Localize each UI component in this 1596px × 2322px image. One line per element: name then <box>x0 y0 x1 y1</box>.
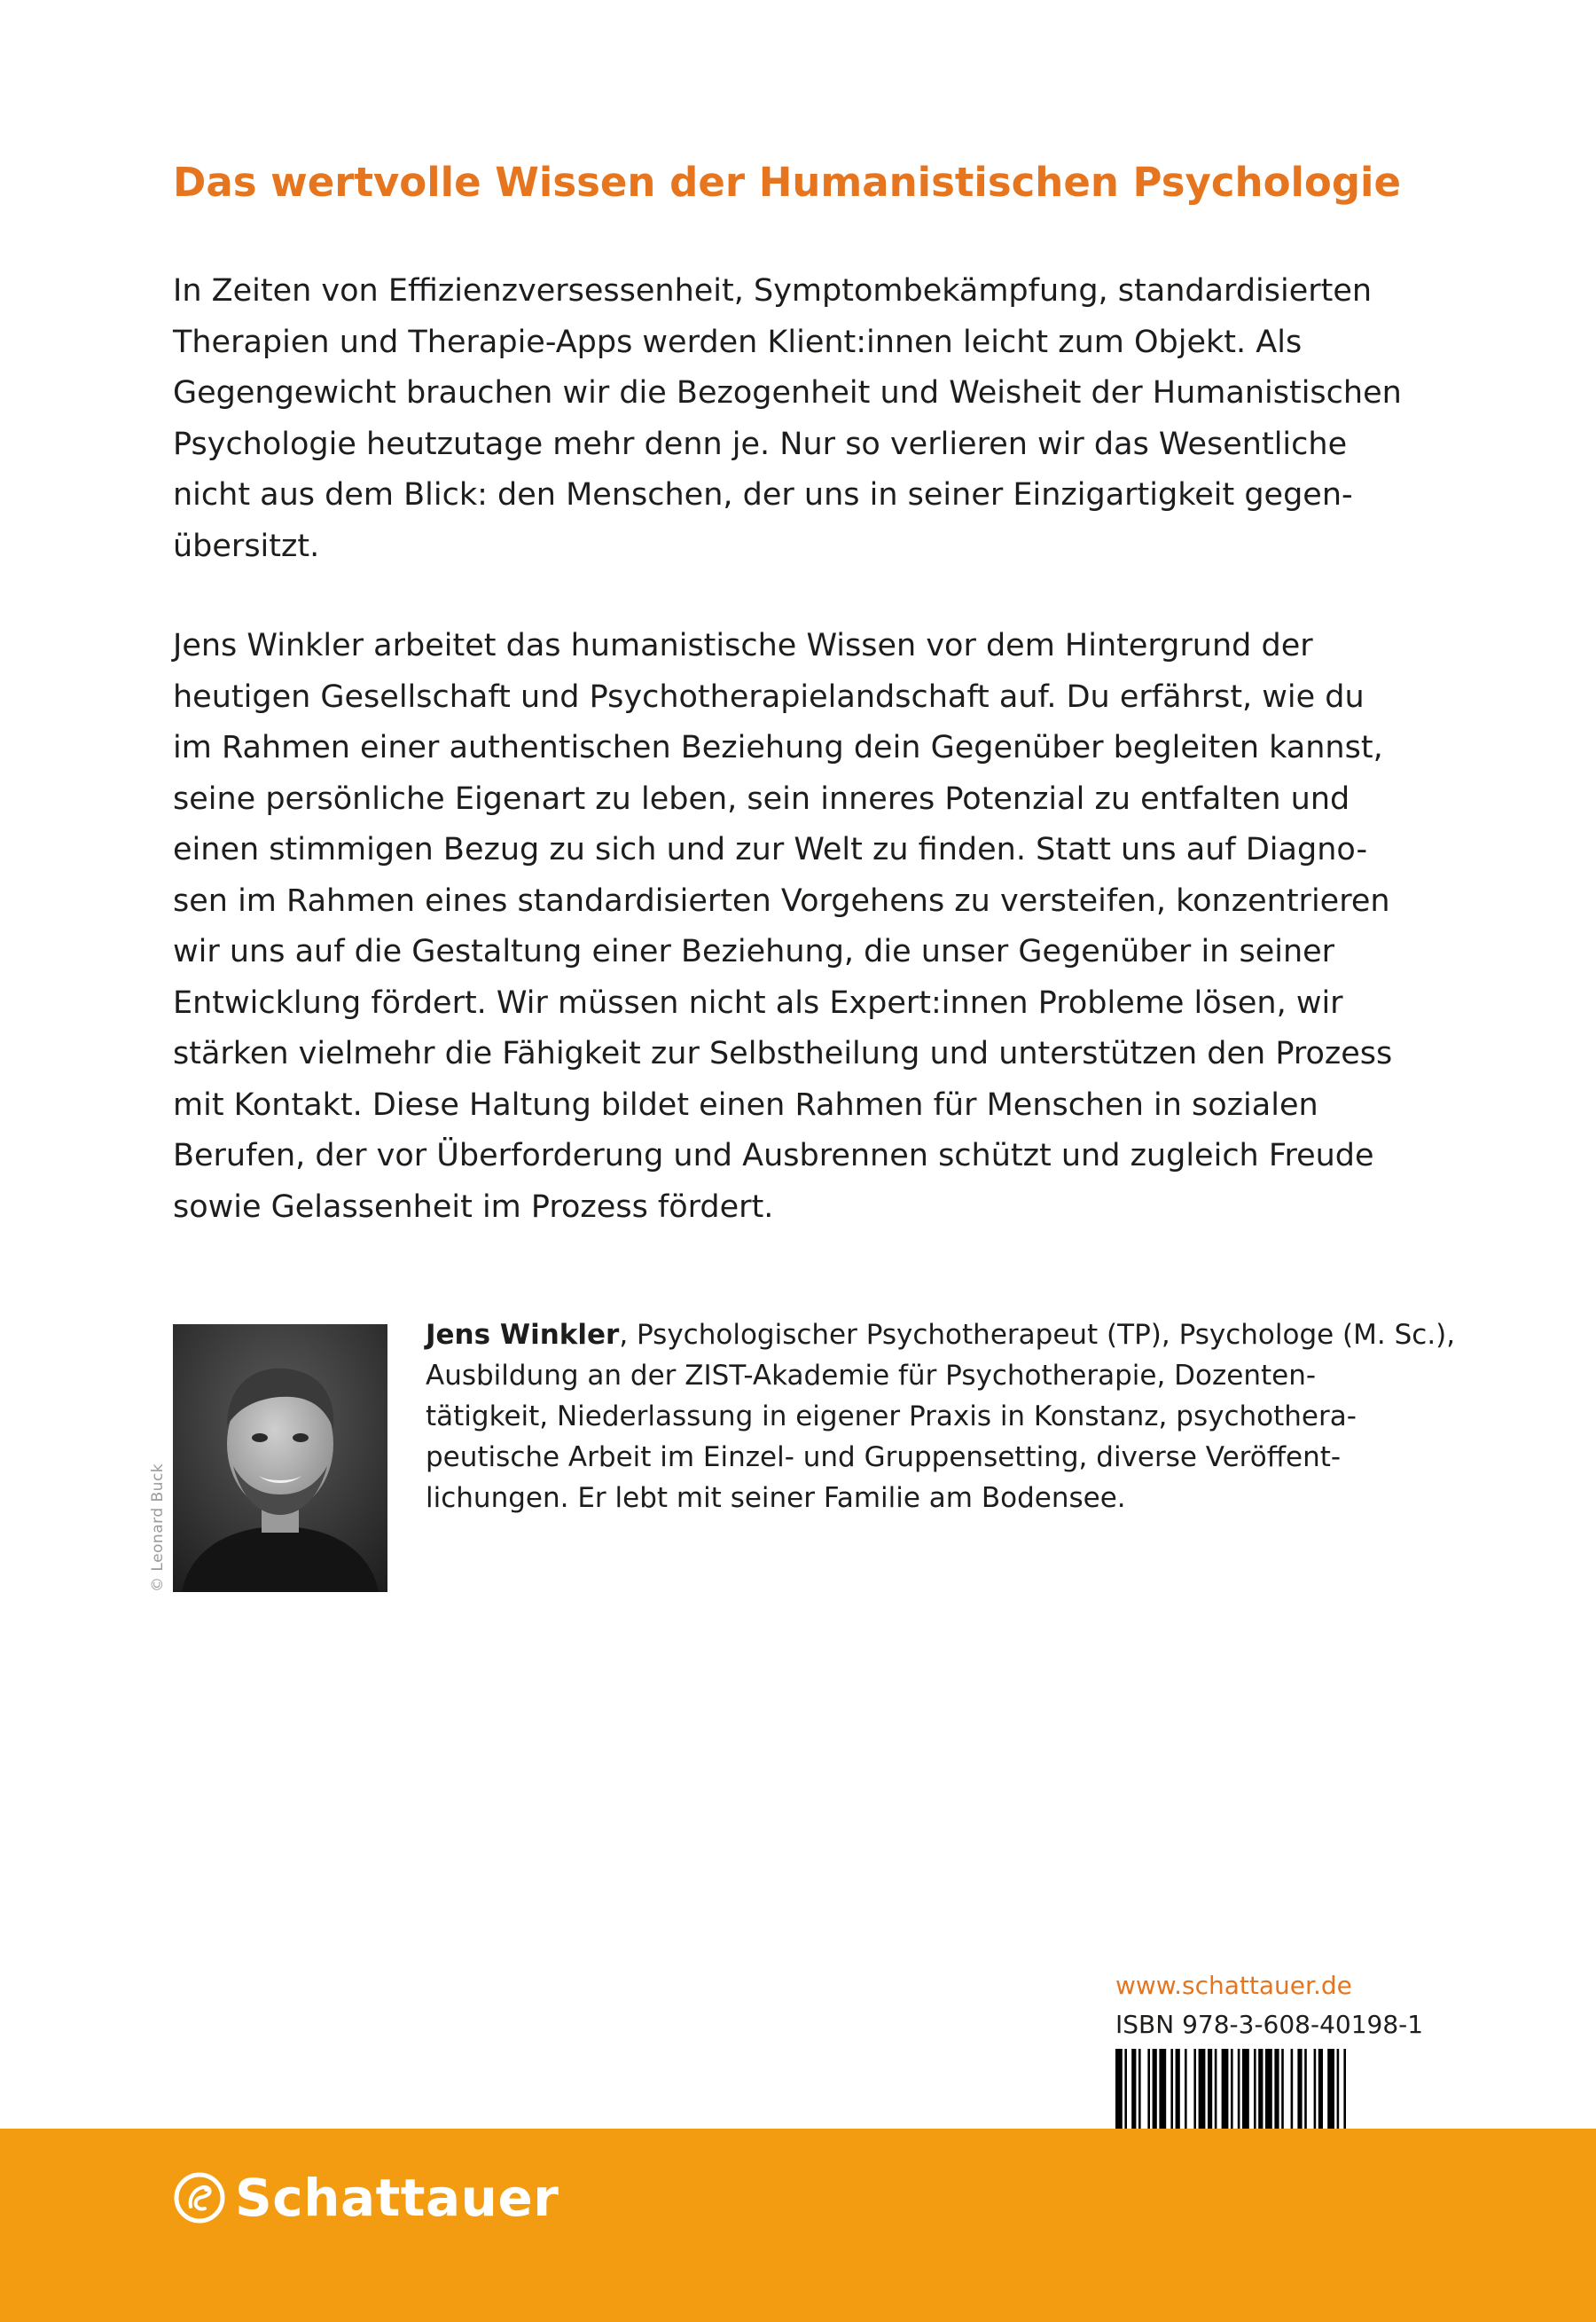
barcode-bar <box>1185 2049 1187 2129</box>
barcode-bar <box>1176 2049 1180 2129</box>
publisher-url[interactable]: www.schattauer.de <box>1115 1971 1352 2000</box>
text-line: wir uns auf die Gestaltung einer Beziehung, die unser Gegenüber in seiner <box>173 934 1335 969</box>
barcode-bar <box>1327 2049 1334 2129</box>
barcode-bar <box>1115 2049 1123 2129</box>
text-line: Berufen, der vor Überforderung und Ausbrennen schützt und zugleich Freude <box>173 1138 1374 1173</box>
text-line: einen stimmigen Bezug zu sich und zur Welt zu finden. Statt uns auf Diagno- <box>173 832 1368 867</box>
bio-line: tätigkeit, Niederlassung in eigener Praxis in Konstanz, psychothera- <box>426 1400 1357 1432</box>
author-bio <box>426 1314 1507 1518</box>
barcode-bar <box>1265 2049 1272 2129</box>
bio-line: Ausbildung an der ZIST-Akademie für Psychotherapie, Dozenten- <box>426 1360 1317 1392</box>
barcode-bar <box>1222 2049 1229 2129</box>
barcode-bar <box>1124 2049 1127 2129</box>
text-line: übersitzt. <box>173 528 320 564</box>
barcode-bar <box>1281 2049 1284 2129</box>
text-line: sowie Gelassenheit im Prozess fördert. <box>173 1188 774 1225</box>
barcode-bar <box>1318 2049 1323 2129</box>
text-line: sen im Rahmen eines standardisierten Vorgehens zu versteifen, konzentrieren <box>173 883 1390 919</box>
bio-line: lichungen. Er lebt mit seiner Familie am Bodensee. <box>426 1482 1126 1514</box>
barcode-bar <box>1297 2049 1302 2129</box>
text-line: im Rahmen einer authentischen Beziehung dein Gegenüber begleiten kannst, <box>173 730 1383 765</box>
barcode-bar <box>1274 2049 1279 2129</box>
author-name: Jens Winkler <box>426 1319 620 1351</box>
barcode-bar <box>1159 2049 1166 2129</box>
author-portrait-icon <box>173 1324 387 1592</box>
barcode-bar <box>1208 2049 1212 2129</box>
text-line: Gegengewicht brauchen wir die Bezogenheit und Weisheit der Humanistischen <box>173 375 1402 411</box>
barcode-bar <box>1147 2049 1150 2129</box>
bio-first-line-rest: , Psychologischer Psychotherapeut (TP), Psychologe (M. Sc.), <box>619 1319 1456 1351</box>
author-photo <box>173 1324 387 1592</box>
barcode-bar <box>1193 2049 1196 2129</box>
text-line: seine persönliche Eigenart zu leben, sein inneres Potenzial zu entfalten und <box>173 781 1350 817</box>
text-line: Entwicklung fördert. Wir müssen nicht als Expert:innen Probleme lösen, wir <box>173 984 1343 1021</box>
schattauer-logo-icon <box>173 2171 226 2224</box>
text-line: nicht aus dem Blick: den Menschen, der uns in seiner Einzigartigkeit gegen- <box>173 477 1353 513</box>
barcode-bar <box>1170 2049 1173 2129</box>
text-line: mit Kontakt. Diese Haltung bildet einen Rahmen für Menschen in sozialen <box>173 1086 1318 1123</box>
barcode-bar <box>1291 2049 1294 2129</box>
barcode-bar <box>1314 2049 1317 2129</box>
barcode <box>1115 2049 1417 2129</box>
barcode-bar <box>1242 2049 1249 2129</box>
isbn-label: ISBN 978-3-608-40198-1 <box>1115 2010 1424 2039</box>
barcode-bar <box>1131 2049 1136 2129</box>
barcode-bar <box>1199 2049 1206 2129</box>
text-line: stärken vielmehr die Fähigkeit zur Selbstheilung und unterstützen den Prozess <box>173 1036 1393 1071</box>
barcode-bar <box>1238 2049 1240 2129</box>
text-line: In Zeiten von Effizienzversessenheit, Symptombekämpfung, standardisierten <box>173 273 1373 309</box>
barcode-bar <box>1231 2049 1233 2129</box>
publisher-brand <box>173 2162 559 2233</box>
publisher-name: Schattauer <box>235 2168 559 2228</box>
barcode-bar <box>1138 2049 1141 2129</box>
text-line: Therapien und Therapie-Apps werden Klient:innen leicht zum Objekt. Als <box>173 324 1303 360</box>
text-line: Jens Winkler arbeitet das humanistische Wissen vor dem Hintergrund der <box>173 628 1313 663</box>
barcode-bar <box>1337 2049 1340 2129</box>
description-paragraph-2 <box>173 621 1467 1233</box>
description-paragraph-1 <box>173 266 1467 572</box>
barcode-bar <box>1254 2049 1256 2129</box>
barcode-bar <box>1304 2049 1307 2129</box>
text-line: heutigen Gesellschaft und Psychotherapielandschaft auf. Du erfährst, wie du <box>173 679 1365 715</box>
bio-line <box>426 1314 1507 1355</box>
barcode-bar <box>1153 2049 1157 2129</box>
text-line: Psychologie heutzutage mehr denn je. Nur so verlieren wir das Wesentliche <box>173 426 1348 462</box>
bio-line: peutische Arbeit im Einzel- und Gruppensetting, diverse Veröffent- <box>426 1441 1342 1473</box>
barcode-bar <box>1343 2049 1346 2129</box>
photo-credit: © Leonard Buck <box>149 1463 167 1592</box>
barcode-bar <box>1258 2049 1263 2129</box>
barcode-bar <box>1215 2049 1217 2129</box>
headline: Das wertvolle Wissen der Humanistischen Psychologie <box>173 159 1401 206</box>
